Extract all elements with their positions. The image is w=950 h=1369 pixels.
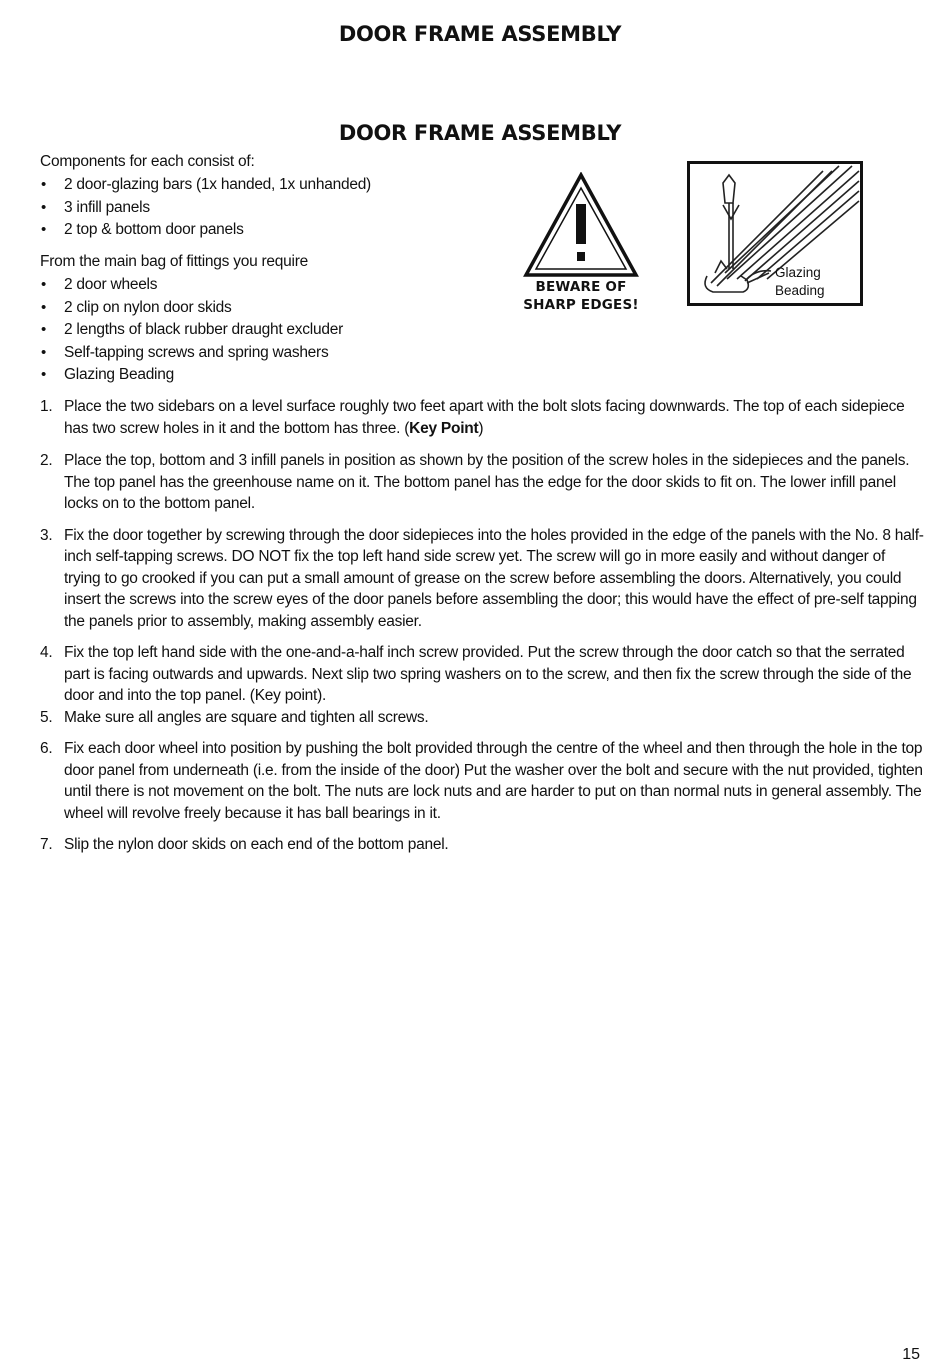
step-item — [40, 450, 925, 515]
step-text-end: ) — [478, 419, 484, 437]
list-item: • 3 infill panels — [40, 197, 371, 220]
page-number: 15 — [902, 1346, 920, 1363]
step-text: Fix each door wheel into position by pushing the bolt provided through the centre of the wheel and then through the hole in the top door panel from underneath (i.e. from the inside of the door) Put the washer over the bolt and secure with the nut provided, tighten until there is not movement on the bolt. The nuts are lock nuts and are harder to put on than normal nuts in general assembly. The wheel will revolve freely because it has ball bearings in it. — [64, 740, 923, 822]
list-item: • 2 lengths of black rubber draught excluder — [40, 319, 343, 342]
components-list — [40, 174, 371, 242]
list-item: • 2 clip on nylon door skids — [40, 297, 343, 320]
step-number: 7. — [40, 836, 53, 853]
figure-label-line1: Glazing — [775, 265, 821, 280]
list-item: • 2 top & bottom door panels — [40, 219, 371, 242]
step-item — [40, 642, 925, 707]
list-item: • 2 door wheels — [40, 274, 343, 297]
section-title: DOOR FRAME ASSEMBLY — [338, 121, 622, 145]
step-item — [40, 834, 925, 856]
step-text: Slip the nylon door skids on each end of the bottom panel. — [64, 836, 449, 853]
components-intro: Components for each consist of: — [40, 153, 255, 170]
glazing-beading-figure — [687, 161, 863, 306]
step-number: 3. — [40, 526, 53, 544]
step-item — [40, 707, 925, 729]
warning-triangle-icon — [522, 172, 640, 278]
assembly-steps — [40, 396, 925, 856]
step-text: Make sure all angles are square and tighten all screws. — [64, 708, 429, 726]
step-text: Place the two sidebars on a level surface roughly two feet apart with the bolt slots facing downwards. The top of each sidepiece has two screw holes in it and the bottom has three. ( — [64, 398, 905, 437]
warning-text-line2: SHARP EDGES! — [523, 297, 639, 313]
sharp-edges-warning — [518, 172, 644, 317]
list-item: • Glazing Beading — [40, 364, 343, 387]
figure-label-line2: Beading — [775, 283, 825, 298]
step-number: 6. — [40, 740, 53, 757]
warning-text-line1: BEWARE OF — [535, 279, 627, 295]
step-text: Place the top, bottom and 3 infill panels in position as shown by the position of the screw holes in the sidepieces and the panels. The top panel has the greenhouse name on it. The bottom panel has the edge for the door skids to fit on. The lower infill panel locks on to the bottom panel. — [64, 452, 910, 512]
step-item — [40, 738, 925, 824]
step-number: 4. — [40, 644, 53, 661]
glazing-bar-illustration — [687, 161, 863, 306]
step-item — [40, 525, 925, 633]
list-item: • Self-tapping screws and spring washers — [40, 342, 343, 365]
fittings-list — [40, 274, 343, 387]
list-item: • 2 door-glazing bars (1x handed, 1x unhanded) — [40, 174, 371, 197]
step-number: 5. — [40, 708, 53, 726]
step-number: 2. — [40, 452, 53, 469]
page-header-title: DOOR FRAME ASSEMBLY — [338, 22, 622, 46]
step-number: 1. — [40, 398, 53, 415]
key-point-label: Key Point — [409, 419, 479, 437]
step-text: Fix the top left hand side with the one-and-a-half inch screw provided. Put the screw through the door catch so that the serrated part is facing outwards and upwards. Next slip two spring washers on to the screw, and then fix the screw through the side of the door and into the top panel. (Key point). — [64, 644, 912, 704]
step-item — [40, 396, 925, 439]
fittings-intro: From the main bag of fittings you require — [40, 253, 309, 270]
step-text: Fix the door together by screwing through the door sidepieces into the holes provided in the edge of the panels with the No. 8 half-inch self-tapping screws. DO NOT fix the top left hand side screw yet. The screw will go in more easily and without danger of trying to go crooked if you can put a small amount of grease on the screw before assembling the doors. Alternatively, you could insert the screws into the screw eyes of the door panels before assembling the door; this would have the effect of pre-self tapping the panels prior to assembly, making assembly easier. — [64, 526, 924, 630]
